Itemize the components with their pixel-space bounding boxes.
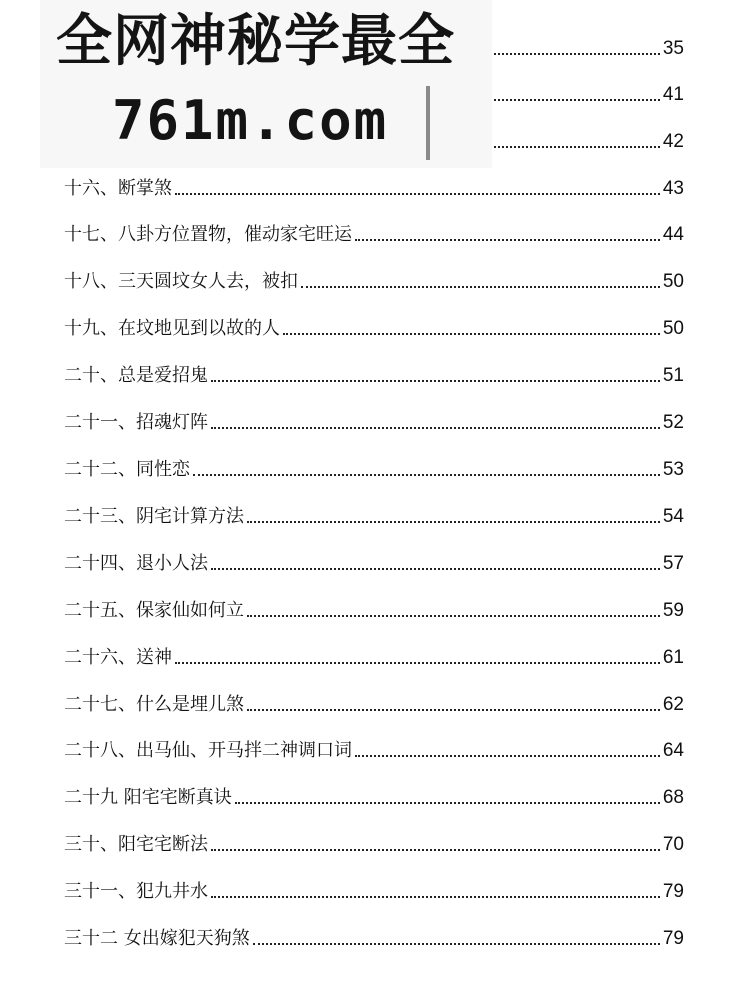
toc-leader — [235, 802, 660, 804]
toc-leader — [283, 333, 660, 335]
toc-page-number: 51 — [662, 365, 684, 386]
toc-leader — [211, 896, 660, 898]
toc-leader — [247, 521, 660, 523]
toc-entry-title: 三十、阳宅宅断法 — [64, 834, 208, 855]
watermark-divider — [426, 86, 430, 160]
toc-entry[interactable] — [64, 220, 684, 246]
toc-page-number: 68 — [662, 787, 684, 808]
toc-entry-title: 十七、八卦方位置物，催动家宅旺运 — [64, 224, 352, 245]
toc-leader — [247, 615, 660, 617]
toc-entry-partial[interactable] — [494, 80, 684, 106]
toc-entry[interactable] — [64, 924, 684, 950]
toc-entry-title: 十九、在坟地见到以故的人 — [64, 318, 280, 339]
toc-page-number: 52 — [662, 412, 684, 433]
toc-page-number: 64 — [662, 740, 684, 761]
toc-leader — [211, 380, 660, 382]
toc-leader — [247, 709, 660, 711]
toc-leader — [494, 99, 660, 101]
toc-entry-partial[interactable] — [494, 127, 684, 153]
toc-entry[interactable] — [64, 408, 684, 434]
toc-entry-title: 二十六、送神 — [64, 647, 172, 668]
toc-leader — [494, 53, 660, 55]
toc-page-number: 61 — [662, 647, 684, 668]
toc-page-number: 62 — [662, 694, 684, 715]
toc-leader — [211, 849, 660, 851]
toc-entry-title: 二十七、什么是埋儿煞 — [64, 694, 244, 715]
toc-page-number: 59 — [662, 600, 684, 621]
toc-entry[interactable] — [64, 830, 684, 856]
toc-page-number: 42 — [662, 131, 684, 152]
toc-leader — [211, 427, 660, 429]
toc-leader — [175, 193, 660, 195]
toc-entry-title: 二十四、退小人法 — [64, 553, 208, 574]
toc-entry-title: 十六、断掌煞 — [64, 178, 172, 199]
toc-page-number: 41 — [662, 84, 684, 105]
toc-entry[interactable] — [64, 502, 684, 528]
toc-entry[interactable] — [64, 361, 684, 387]
toc-leader — [494, 146, 660, 148]
toc-leader — [193, 474, 660, 476]
watermark-url: 761m.com — [112, 89, 389, 152]
toc-entry[interactable] — [64, 877, 684, 903]
toc-leader — [355, 239, 660, 241]
toc-page-number: 53 — [662, 459, 684, 480]
watermark-logo — [40, 0, 492, 168]
toc-entry-title: 二十二、同性恋 — [64, 459, 190, 480]
toc-page-number: 79 — [662, 928, 684, 949]
toc-entry-title: 三十二 女出嫁犯天狗煞 — [64, 928, 250, 949]
toc-entry-title: 二十八、出马仙、开马拌二神调口词 — [64, 740, 352, 761]
toc-entry[interactable] — [64, 596, 684, 622]
toc-entry-title: 二十五、保家仙如何立 — [64, 600, 244, 621]
toc-page-number: 79 — [662, 881, 684, 902]
toc-page-number: 43 — [662, 178, 684, 199]
toc-entry[interactable] — [64, 267, 684, 293]
toc-entry[interactable] — [64, 455, 684, 481]
toc-page-number: 44 — [662, 224, 684, 245]
toc-entry[interactable] — [64, 783, 684, 809]
toc-entry[interactable] — [64, 549, 684, 575]
toc-page-number: 50 — [662, 318, 684, 339]
toc-entry[interactable] — [64, 174, 684, 200]
toc-leader — [211, 568, 660, 570]
toc-entry-title: 二十九 阳宅宅断真诀 — [64, 787, 232, 808]
toc-entry-title: 二十、总是爱招鬼 — [64, 365, 208, 386]
toc-leader — [355, 755, 660, 757]
toc-entry-title: 二十一、招魂灯阵 — [64, 412, 208, 433]
toc-entry-title: 十八、三天圆坟女人去，被扣 — [64, 271, 298, 292]
toc-page-number: 50 — [662, 271, 684, 292]
toc-entry[interactable] — [64, 643, 684, 669]
toc-entry[interactable] — [64, 690, 684, 716]
toc-page-number: 54 — [662, 506, 684, 527]
toc-entry[interactable] — [64, 736, 684, 762]
toc-leader — [253, 943, 660, 945]
toc-entry-title: 三十一、犯九井水 — [64, 881, 208, 902]
toc-leader — [301, 286, 660, 288]
toc-leader — [175, 662, 660, 664]
toc-entry-title: 二十三、阴宅计算方法 — [64, 506, 244, 527]
toc-entry[interactable] — [64, 314, 684, 340]
toc-entry-partial[interactable] — [494, 34, 684, 60]
toc-page-number: 57 — [662, 553, 684, 574]
toc-page-number: 35 — [662, 38, 684, 59]
watermark-title: 全网神秘学最全 — [56, 9, 455, 74]
toc-page-number: 70 — [662, 834, 684, 855]
